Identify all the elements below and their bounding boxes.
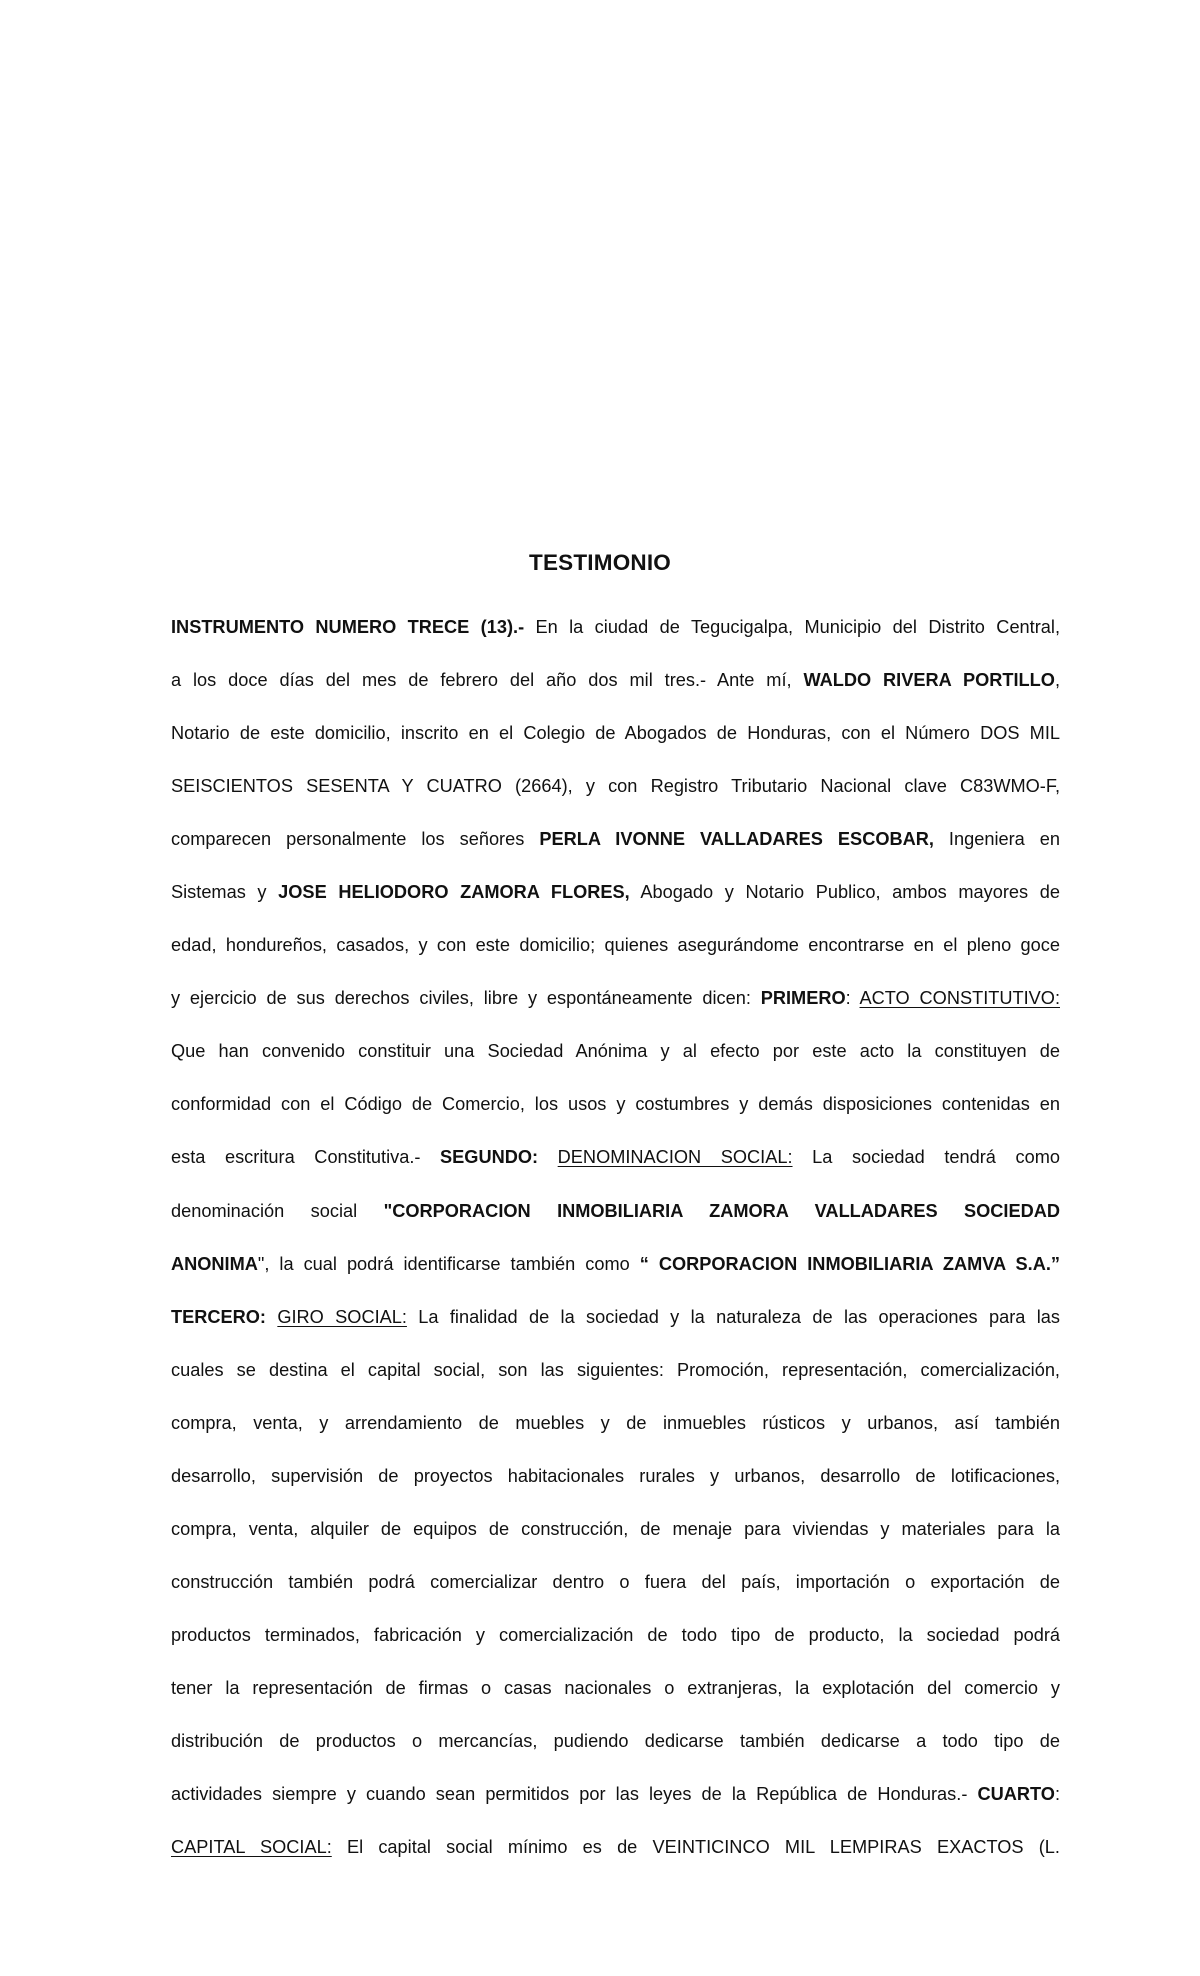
text-run: edad, hondureños, casados, y con este domicilio; quienes asegurándome encontrarse en el pleno goce — [171, 935, 1060, 956]
text-run: Notario de este domicilio, inscrito en el Colegio de Abogados de Honduras, con el Número DOS MIL — [171, 723, 1060, 744]
bold-text: CUARTO — [977, 1784, 1055, 1805]
underlined-heading: CAPITAL SOCIAL: — [171, 1837, 332, 1858]
bold-text: PERLA IVONNE VALLADARES ESCOBAR, — [539, 829, 934, 850]
text-run: El capital social mínimo es de VEINTICINCO MIL LEMPIRAS EXACTOS (L. — [331, 1837, 1060, 1858]
text-line — [171, 1609, 1060, 1662]
text-run: Que han convenido constituir una Sociedad Anónima y al efecto por este acto la constituyen de — [171, 1041, 1060, 1062]
text-line — [171, 813, 1060, 866]
text-run: , — [1054, 670, 1060, 691]
text-run: ", la cual podrá identificarse también como — [257, 1253, 640, 1274]
bold-text: TERCERO: — [171, 1306, 266, 1327]
text-run: construcción también podrá comercializar dentro o fuera del país, importación o exportación de — [171, 1571, 1060, 1592]
text-line — [171, 866, 1060, 919]
text-line — [171, 1397, 1060, 1450]
text-run: Sistemas y — [171, 882, 279, 903]
text-run — [538, 1147, 558, 1167]
text-run: productos terminados, fabricación y comercialización de todo tipo de producto, la sociedad podrá — [171, 1624, 1060, 1645]
text-line — [171, 1662, 1060, 1715]
text-run: a los doce días del mes de febrero del año dos mil tres.- Ante mí, — [171, 670, 804, 691]
text-line — [171, 972, 1060, 1025]
text-run: conformidad con el Código de Comercio, los usos y costumbres y demás disposiciones contenidas en — [171, 1094, 1060, 1115]
text-run: compra, venta, y arrendamiento de muebles y de inmuebles rústicos y urbanos, así también — [171, 1412, 1060, 1433]
text-line — [171, 1078, 1060, 1131]
bold-text: ANONIMA — [171, 1253, 258, 1274]
text-line — [171, 654, 1060, 707]
text-line — [171, 1131, 1060, 1184]
text-line — [171, 1291, 1060, 1344]
text-run: actividades siempre y cuando sean permitidos por las leyes de la República de Honduras.- — [171, 1784, 978, 1805]
text-run: comparecen personalmente los señores — [171, 829, 540, 850]
text-line — [171, 1025, 1060, 1078]
text-line — [171, 1821, 1060, 1874]
text-line — [171, 1344, 1060, 1397]
text-line — [171, 760, 1060, 813]
bold-text: "CORPORACION INMOBILIARIA ZAMORA VALLADARES SOCIEDAD — [383, 1200, 1061, 1221]
text-line — [171, 1238, 1060, 1291]
text-run: En la ciudad de Tegucigalpa, Municipio del Distrito Central, — [524, 617, 1060, 637]
bold-text: SEGUNDO: — [440, 1147, 539, 1168]
text-line — [171, 919, 1060, 972]
text-run: distribución de productos o mercancías, pudiendo dedicarse también dedicarse a todo tipo de — [171, 1730, 1060, 1751]
text-line — [171, 1768, 1060, 1821]
text-run: tener la representación de firmas o casas nacionales o extranjeras, la explotación del comercio y — [171, 1677, 1060, 1698]
text-run: SEISCIENTOS SESENTA Y CUATRO (2664), y con Registro Tributario Nacional clave C83WMO-F, — [171, 776, 1060, 797]
text-run: cuales se destina el capital social, son las siguientes: Promoción, representación, comercialización, — [171, 1359, 1060, 1380]
text-run: esta escritura Constitutiva.- — [171, 1147, 441, 1168]
document-title: TESTIMONIO — [529, 550, 671, 575]
text-run: : — [845, 988, 860, 1009]
text-line — [171, 1450, 1060, 1503]
text-run: denominación social — [171, 1200, 384, 1221]
text-line — [171, 1715, 1060, 1768]
bold-text: PRIMERO — [760, 988, 846, 1009]
text-run: : — [1054, 1784, 1060, 1805]
document-body — [171, 601, 1060, 1874]
text-run: Ingeniera en — [933, 829, 1060, 850]
text-line — [171, 1556, 1060, 1609]
text-run: La finalidad de la sociedad y la naturaleza de las operaciones para las — [406, 1306, 1060, 1327]
text-line — [171, 707, 1060, 760]
bold-text: “ CORPORACION INMOBILIARIA ZAMVA S.A.” — [639, 1253, 1060, 1274]
text-line — [171, 1503, 1060, 1556]
bold-text: WALDO RIVERA PORTILLO — [803, 670, 1055, 691]
text-line — [171, 1185, 1060, 1238]
text-run: La sociedad tendrá como — [792, 1147, 1060, 1168]
text-run: compra, venta, alquiler de equipos de construcción, de menaje para viviendas y materiales para la — [171, 1518, 1060, 1539]
text-run: y ejercicio de sus derechos civiles, libre y espontáneamente dicen: — [171, 988, 761, 1009]
bold-text: INSTRUMENTO NUMERO TRECE (13).- — [171, 617, 525, 637]
text-line — [171, 601, 1060, 654]
underlined-heading: GIRO SOCIAL: — [277, 1306, 407, 1327]
underlined-heading: ACTO CONSTITUTIVO: — [859, 988, 1060, 1009]
underlined-heading: DENOMINACION SOCIAL: — [557, 1147, 793, 1168]
text-run: desarrollo, supervisión de proyectos habitacionales rurales y urbanos, desarrollo de lotificaciones, — [171, 1465, 1060, 1486]
bold-text: JOSE HELIODORO ZAMORA FLORES, — [278, 882, 630, 903]
text-run: Abogado y Notario Publico, ambos mayores de — [629, 882, 1060, 903]
text-run — [266, 1307, 277, 1327]
